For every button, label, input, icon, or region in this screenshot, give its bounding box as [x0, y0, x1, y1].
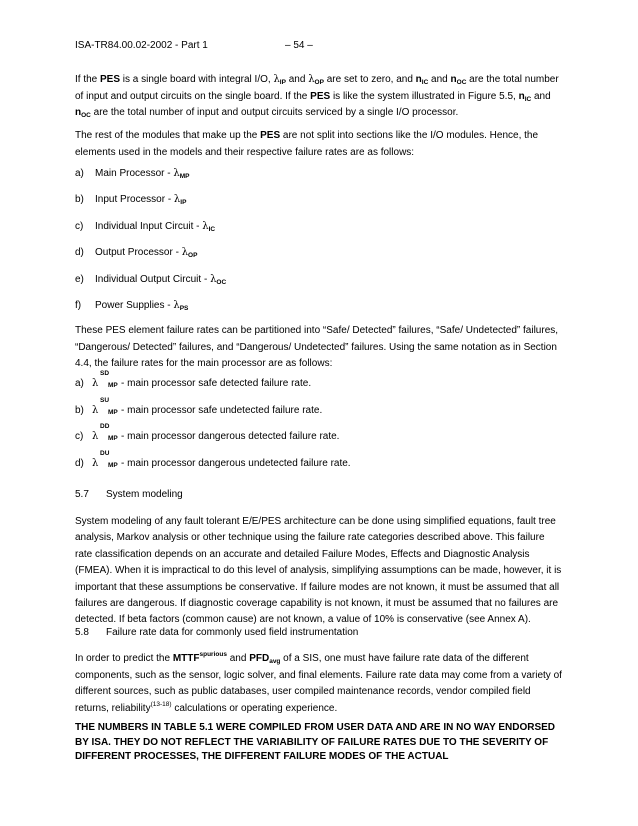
page-number: – 54 – — [285, 40, 313, 51]
paragraph-system-modeling: System modeling of any fault tolerant E/E/PES architecture can be done using simplified equations, fault tree analysis, Markov analysis or other technique using the failure rate categories described above. This failure rate classification depends on an accurate and detailed Failure Modes, Effects and Diagnostic Analysis (FMEA). When it is impractical to do this level of analysis, simplifying assumptions can be made, however, it is important that these assumptions be conservative. If failure modes are not known, it must be assumed that all failures are dangerous. If diagnostic coverage capability is not known, it must be assumed that no failures are detected. If beta factors (common cause) are not known, a value of 10% is conservative (see Annex A). — [75, 516, 562, 626]
paragraph-failure-rate-data: In order to predict the $MTTF^{spurious}$ and $PFD_{avg}$ of a SIS, one must have failure rate data of the different components, such as the sensor, logic solver, and final elements. Failure rate data may come from a variety of different sources, such as public databases, user compiled maintenance records, vendor compiled field returns, reliability$^{(13-18)}$ calculations or operating experience. — [75, 651, 562, 715]
failure-rate-item: c) λ DD MP - main processor dangerous detected failure rate. — [75, 423, 340, 442]
document-page: ISA-TR84.00.02-2002 - Part 1 – 54 – If the PES is a single board with integral I/O, $\lambda_{IP}$ and $\lambda_{OP}$ are set to zero, and $n_{IC}$ and $n_{OC}$ are the total number of input and output circuits on the single board. If the PES is like the system illustrated in Figure 5.5, $n_{IC}$ and $n_{OC}$ are the total number of input and output circuits serviced by a single I/O processor. The rest of the modules that make up the PES are not split into sections like the I/O modules. Hence, the elements used in the models and their respective failure rates are as follows: a) Main Processor - $\lambda_{MP}$ b) Input Processor - $\lambda_{IP}$ c) Individual Input Circuit - $\lambda_{IC}$ d) Output Processor - $\lambda_{OP}$ e) Individual Output Circuit - $\lambda_{OC}$ f) Power Supplies - $\lambda_{PS}$ These PES element failure rates can be partitioned into “Safe/ Detected” failures, “Safe/ Undetected” failures, “Dangerous/ Detected” failures, and “Dangerous/ Undetected” failures. Using the same notation as in Section 4.4, the failure rates for the main processor are as follows: a) λ SD MP - main processor safe detected failure rate. b) λ SU MP - main processor safe undetected failure rate. c) λ DD MP - main processor dangerous detected failure rate. d) λ DU MP - main processor dangerous undetected failure rate. 5.7 System modeling System modeling of any fault tolerant E/E/PES architecture can be done using simplified equations, fault tree analysis, Markov analysis or other technique using the failure rate categories described above. This failure rate classification depends on an accurate and detailed Failure Modes, Effects and Diagnostic Analysis (FMEA). When it is impractical to do this level of analysis, simplifying assumptions can be made, however, it is important that these assumptions be conservative. If failure modes are not known, it must be assumed that all failures are dangerous. If diagnostic coverage capability is not known, it must be assumed that no failures are detected. If beta factors (common cause) are not known, a value of 10% is conservative (see Annex A). 5.8 Failure rate data for commonly used field instrumentation In order to predict the $MTTF^{spurious}$ and $PFD_{avg}$ of a SIS, one must have failure rate data of the different components, such as the sensor, logic solver, and final elements. Failure rate data may come from a variety of different sources, such as public databases, user compiled maintenance records, vendor compiled field returns, reliability$^{(13-18)}$ calculations or operating experience. THE NUMBERS IN TABLE 5.1 WERE COMPILED FROM USER DATA AND ARE IN NO WAY ENDORSED BY ISA. THEY DO NOT REFLECT THE VARIABILITY OF FAILURE RATES DUE TO THE SEVERITY OF DIFFERENT PROCESSES, THE DIFFERENT FAILURE MODES OF THE ACTUAL — [75, 0, 563, 826]
disclaimer-paragraph: THE NUMBERS IN TABLE 5.1 WERE COMPILED FROM USER DATA AND ARE IN NO WAY ENDORSED BY ISA. THEY DO NOT REFLECT THE VARIABILITY OF FAILURE RATES DUE TO THE SEVERITY OF DIFFERENT PROCESSES, THE DIFFERENT FAILURE MODES OF THE ACTUAL — [75, 722, 556, 762]
failure-rate-item: b) λ SU MP - main processor safe undetected failure rate. — [75, 397, 323, 416]
document-id: ISA-TR84.00.02-2002 - Part 1 — [75, 40, 208, 51]
paragraph-failure-partition: These PES element failure rates can be partitioned into “Safe/ Detected” failures, “Safe/ Undetected” failures, “Dangerous/ Detected” failures, and “Dangerous/ Undetected” failures. Using the same notation as in Section 4.4, the failure rates for the main processor are as follows: — [75, 325, 559, 370]
paragraph-pes-modules: The rest of the modules that make up the PES are not split into sections like the I/O modules. Hence, the elements used in the models and their respective failure rates are as follows: — [75, 130, 539, 158]
paragraph-pes-single-board: If the PES is a single board with integral I/O, $\lambda_{IP}$ and $\lambda_{OP}$ are set to zero, and $n_{IC}$ and $n_{OC}$ are the total number of input and output circuits on the single board. If the PES is like the system illustrated in Figure 5.5, $n_{IC}$ and $n_{OC}$ are the total number of input and output circuits serviced by a single I/O processor. — [75, 74, 559, 120]
failure-rate-item: d) λ DU MP - main processor dangerous undetected failure rate. — [75, 450, 351, 469]
failure-rate-item: a) λ SD MP - main processor safe detected failure rate. — [75, 370, 312, 389]
